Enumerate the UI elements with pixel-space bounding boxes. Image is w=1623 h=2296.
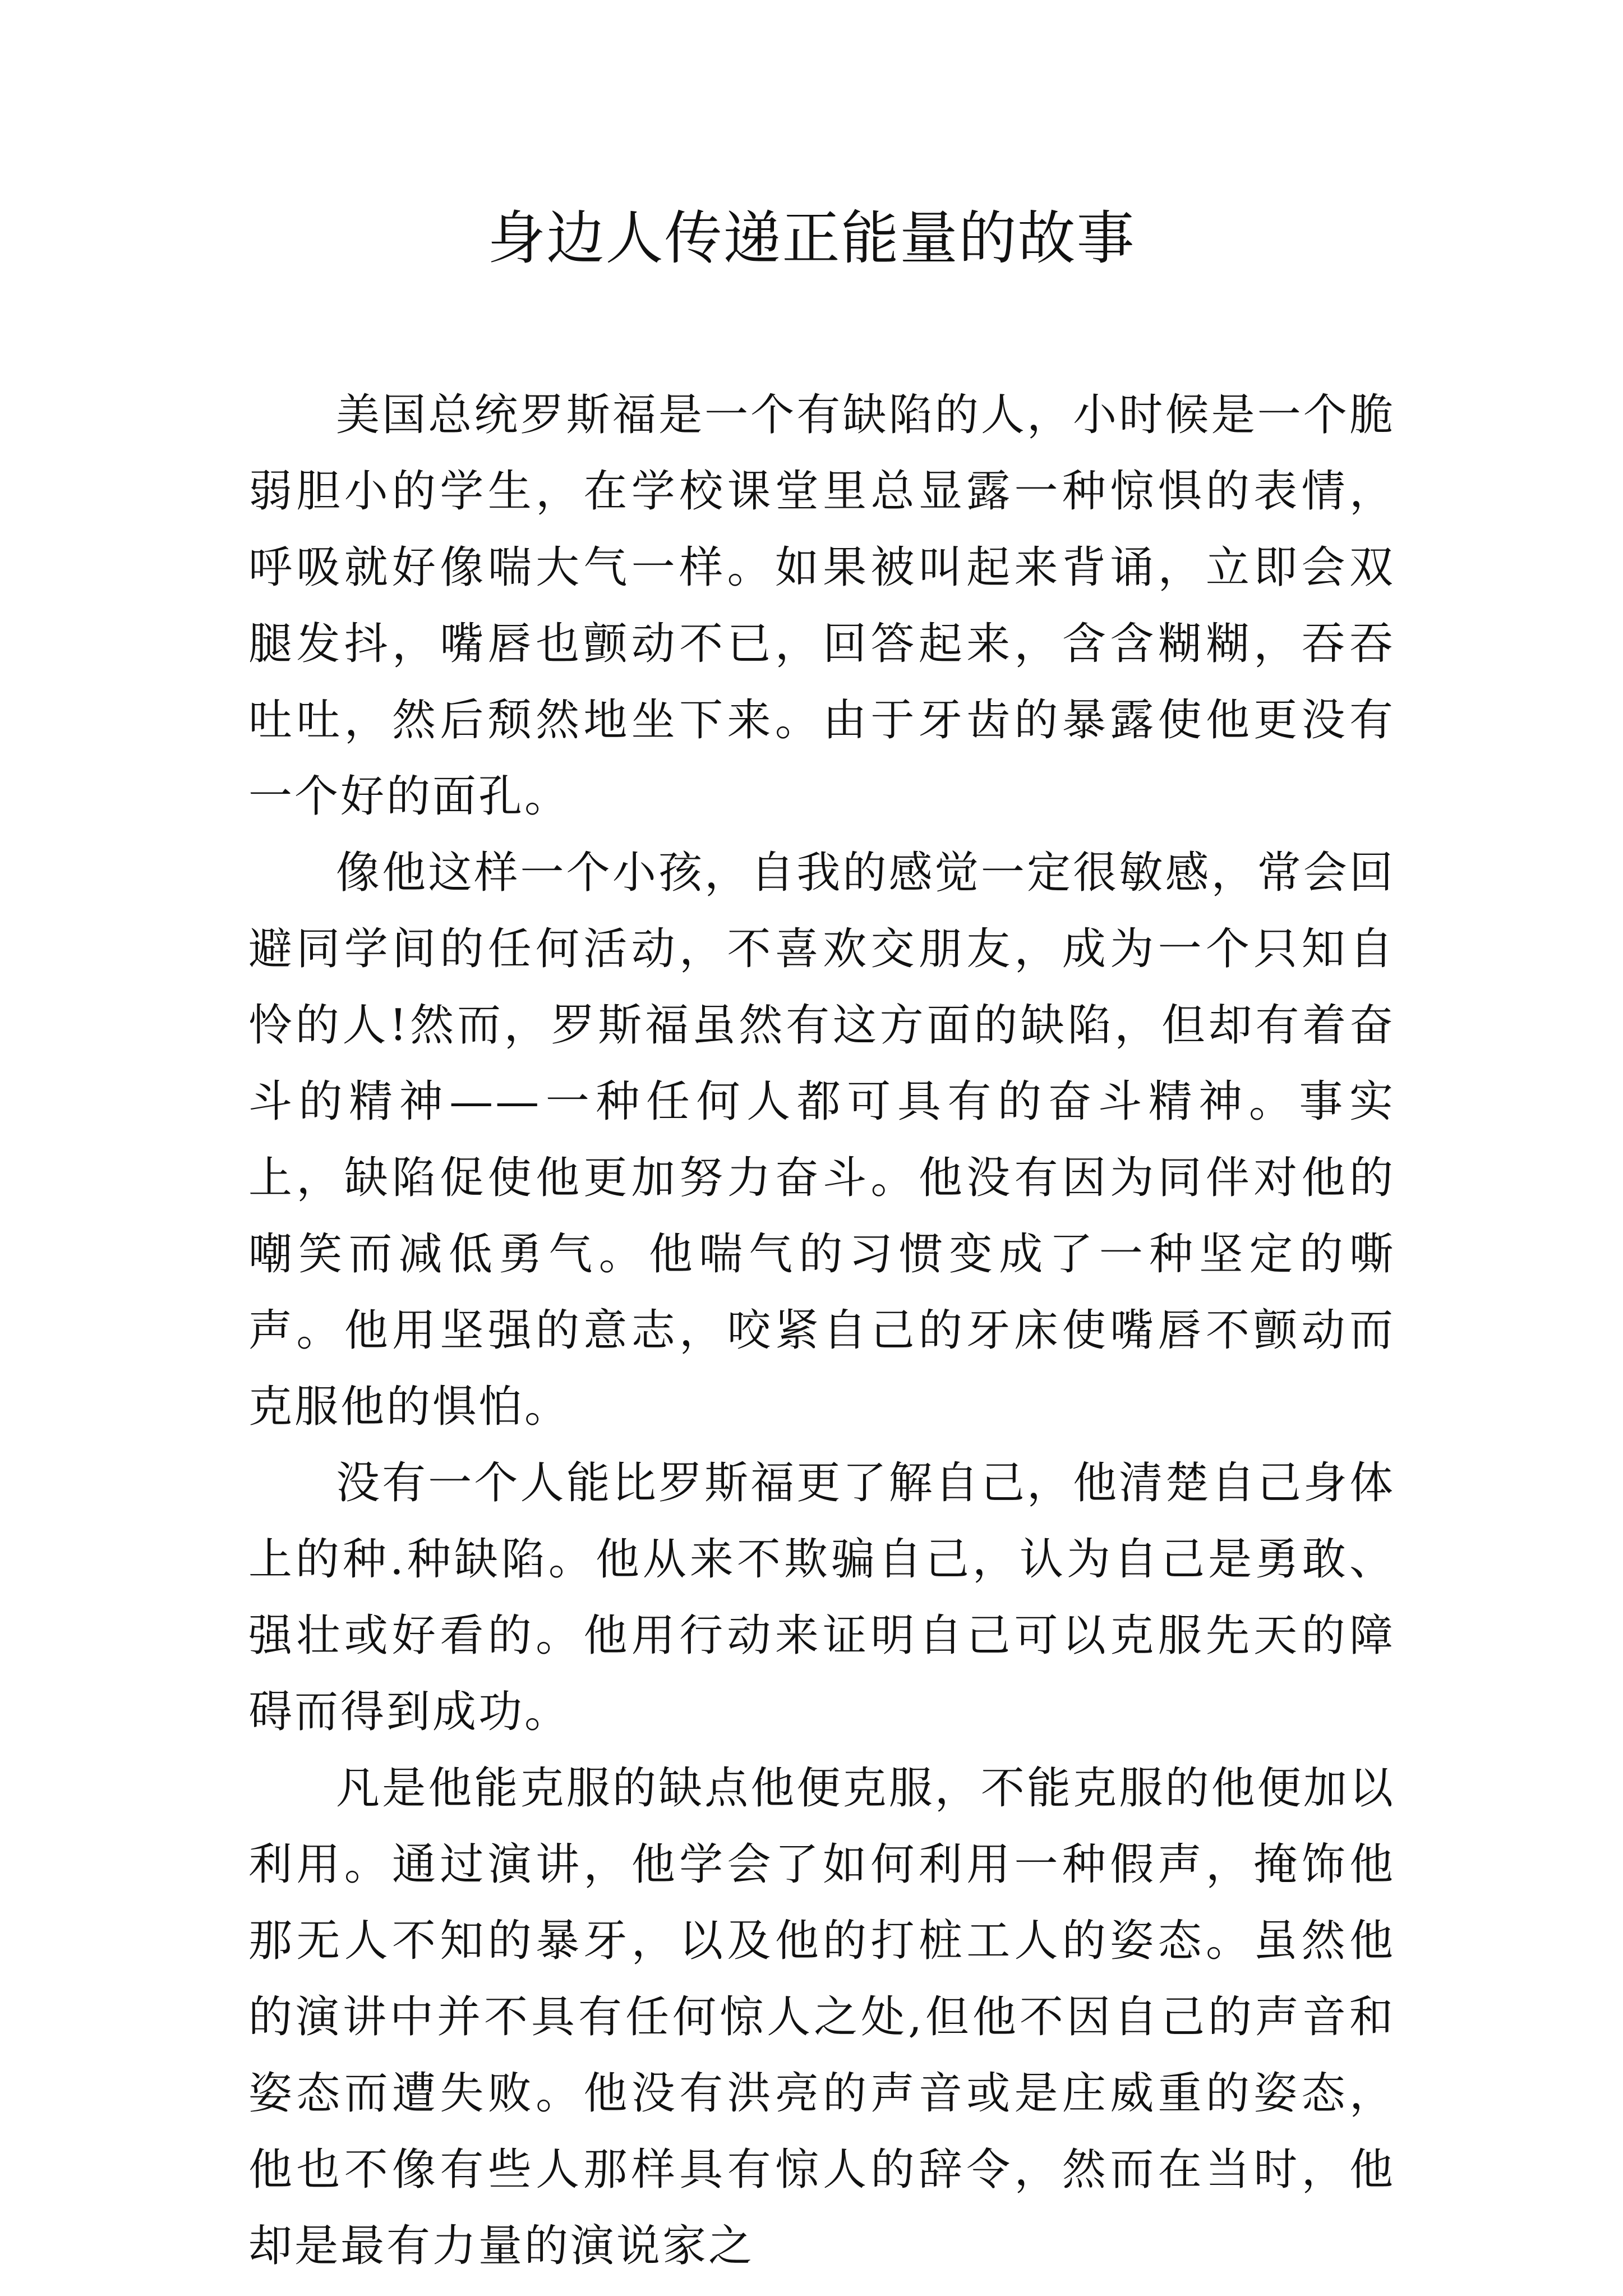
document-title: 身边人传递正能量的故事	[487, 205, 1136, 272]
paragraph-3: 没有一个人能比罗斯福更了解自己，他清楚自己身体上的种.种缺陷。他从来不欺骗自己，认为自己是勇敢、强壮或好看的。他用行动来证明自己可以克服先天的障碍而得到成功。	[248, 1458, 1395, 1737]
paragraph-1: 美国总统罗斯福是一个有缺陷的人，小时候是一个脆弱胆小的学生，在学校课堂里总显露一种惊惧的表情，呼吸就好像喘大气一样。如果被叫起来背诵，立即会双腿发抖，嘴唇也颤动不已，回答起来，含含糊糊，吞吞吐吐，然后颓然地坐下来。由于牙齿的暴露使他更没有一个好的面孔。	[248, 390, 1395, 822]
document-body	[248, 377, 1395, 2284]
paragraph-2: 像他这样一个小孩，自我的感觉一定很敏感，常会回避同学间的任何活动，不喜欢交朋友，成为一个只知自怜的人!然而，罗斯福虽然有这方面的缺陷，但却有着奋斗的精神——一种任何人都可具有的奋斗精神。事实上，缺陷促使他更加努力奋斗。他没有因为同伴对他的嘲笑而减低勇气。他喘气的习惯变成了一种坚定的嘶声。他用坚强的意志，咬紧自己的牙床使嘴唇不颤动而克服他的惧怕。	[248, 848, 1395, 1432]
paragraph-4: 凡是他能克服的缺点他便克服，不能克服的他便加以利用。通过演讲，他学会了如何利用一种假声，掩饰他那无人不知的暴牙，以及他的打桩工人的姿态。虽然他的演讲中并不具有任何惊人之处,但他不因自己的声音和姿态而遭失败。他没有洪亮的声音或是庄威重的姿态，他也不像有些人那样具有惊人的辞令，然而在当时，他却是最有力量的演说家之	[248, 1763, 1395, 2271]
